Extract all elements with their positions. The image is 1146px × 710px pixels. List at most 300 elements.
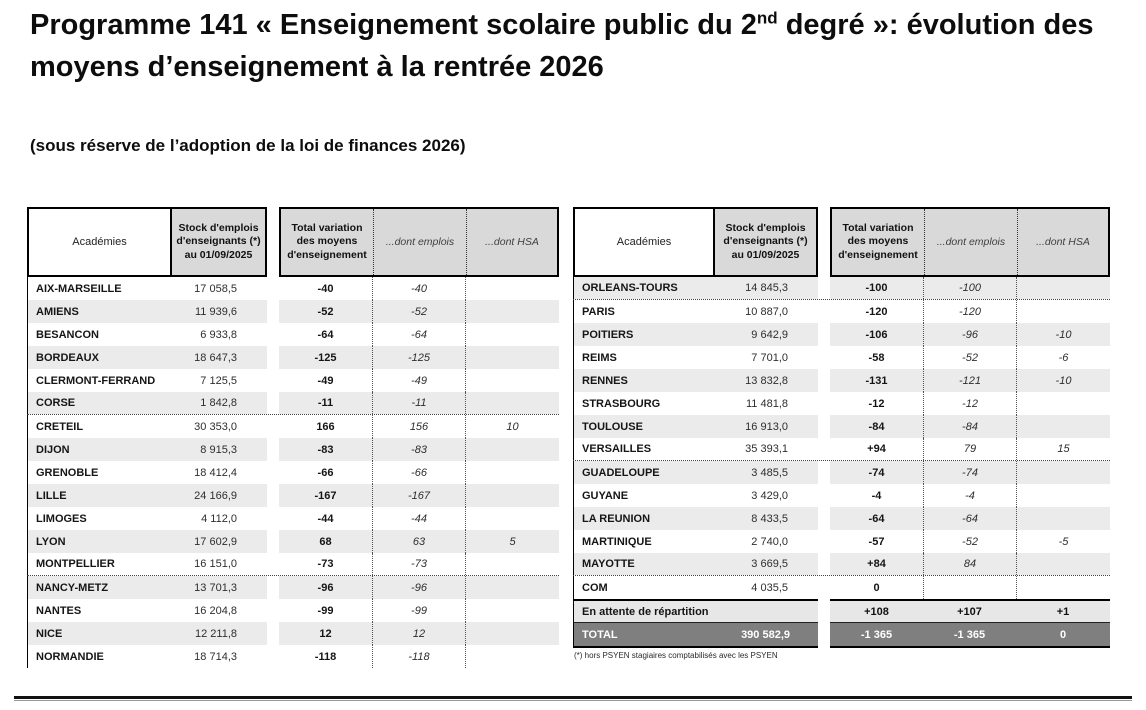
academy-name-cell: NANCY-METZ xyxy=(36,581,109,594)
pending-allocation-label: En attente de répartition xyxy=(573,599,818,623)
dont-hsa-cell: 5 xyxy=(465,530,559,553)
table-row xyxy=(573,530,1110,553)
dont-emplois-cell: -120 xyxy=(923,300,1016,323)
dont-hsa-cell: -5 xyxy=(1016,530,1110,553)
pending-total-variation-cell: +108 xyxy=(864,605,889,618)
table-row xyxy=(573,300,1110,323)
table-block-gap xyxy=(818,484,830,507)
row-block-1 xyxy=(573,438,818,460)
stock-cell: 24 166,9 xyxy=(194,489,237,502)
dont-hsa-cell xyxy=(465,438,559,461)
dont-hsa-cell xyxy=(465,461,559,484)
stock-cell: 8 915,3 xyxy=(200,443,237,456)
row-block-1 xyxy=(573,415,818,438)
total-dont-emplois-cell: -1 365 xyxy=(953,628,986,641)
academy-name-cell: BORDEAUX xyxy=(36,351,99,364)
table-row xyxy=(573,484,1110,507)
pending-allocation-values xyxy=(830,599,1110,623)
table-row xyxy=(27,369,559,392)
dont-hsa-cell xyxy=(465,622,559,645)
total-variation-cell: -118 xyxy=(314,650,337,663)
right-header-block-1 xyxy=(573,207,818,277)
right-table-header-row xyxy=(573,207,1110,277)
row-block-1 xyxy=(27,277,267,300)
table-block-gap xyxy=(267,346,279,369)
total-variation-cell: -57 xyxy=(868,535,885,548)
dont-hsa-cell xyxy=(465,484,559,507)
dont-hsa-cell xyxy=(1016,392,1110,415)
academy-name-cell: GUADELOUPE xyxy=(582,466,660,479)
bottom-rule-light-line xyxy=(14,700,1132,701)
table-row xyxy=(27,645,559,668)
stock-cell: 14 845,3 xyxy=(745,282,788,294)
academy-name-cell: ORLEANS-TOURS xyxy=(582,282,678,294)
page-title-text-2: degré »: évolution des moyens d’enseignement à la rentrée 2026 xyxy=(30,9,1094,83)
row-block-2 xyxy=(830,461,1110,484)
dont-hsa-cell xyxy=(465,300,559,323)
stock-cell: 3 669,5 xyxy=(751,558,788,570)
table-row xyxy=(27,438,559,461)
table-row xyxy=(27,461,559,484)
row-block-2 xyxy=(279,277,559,300)
stock-cell: 30 353,0 xyxy=(194,420,237,433)
row-block-1 xyxy=(27,369,267,392)
dont-emplois-cell: -49 xyxy=(372,369,465,392)
total-stock-cell: 390 582,9 xyxy=(741,628,790,641)
row-block-1 xyxy=(573,323,818,346)
total-variation-cell: -100 xyxy=(865,282,888,294)
stock-column-header: Stock d'emplois d'enseignants (*) au 01/09/2025 xyxy=(172,209,265,275)
table-block-gap xyxy=(267,369,279,392)
total-variation-cell: -11 xyxy=(317,397,334,409)
dont-emplois-cell: 12 xyxy=(372,622,465,645)
total-variation-cell: -12 xyxy=(868,397,885,410)
table-block-gap xyxy=(818,277,830,299)
total-variation-cell: -52 xyxy=(317,305,334,318)
row-block-1 xyxy=(27,599,267,622)
total-variation-cell: -44 xyxy=(317,512,334,525)
row-block-2 xyxy=(279,415,559,438)
table-block-gap xyxy=(818,507,830,530)
stock-cell: 11 481,8 xyxy=(745,397,788,410)
total-label-and-stock xyxy=(573,623,818,648)
dont-emplois-cell: -96 xyxy=(372,576,465,599)
table-block-gap xyxy=(818,369,830,392)
row-block-2 xyxy=(279,645,559,668)
academy-name-cell: LILLE xyxy=(36,489,67,502)
row-block-2 xyxy=(830,576,1110,599)
dont-emplois-cell: -96 xyxy=(923,323,1016,346)
dont-emplois-cell: -40 xyxy=(372,277,465,300)
dont-emplois-cell: -100 xyxy=(923,277,1016,299)
table-block-gap xyxy=(267,392,279,414)
total-variation-cell: -58 xyxy=(868,351,885,364)
academy-name-cell: BESANCON xyxy=(36,328,99,341)
table-row xyxy=(27,415,559,438)
dont-hsa-cell xyxy=(465,323,559,346)
table-block-gap xyxy=(267,530,279,553)
stock-cell: 35 393,1 xyxy=(745,443,788,455)
psyen-footnote: (*) hors PSYEN stagiaires comptabilisés avec les PSYEN xyxy=(574,651,778,660)
right-table-body xyxy=(573,277,1110,599)
row-block-2 xyxy=(279,392,559,414)
row-block-1 xyxy=(27,553,267,575)
table-block-gap xyxy=(818,599,830,623)
table-row xyxy=(573,576,1110,599)
row-block-2 xyxy=(830,392,1110,415)
dont-hsa-cell xyxy=(465,507,559,530)
academy-name-cell: CORSE xyxy=(36,397,76,409)
academy-name-cell: AMIENS xyxy=(36,305,79,318)
stock-cell: 13 701,3 xyxy=(194,581,237,594)
table-block-gap xyxy=(818,300,830,323)
row-block-2 xyxy=(279,323,559,346)
row-block-1 xyxy=(573,461,818,484)
stock-cell: 3 429,0 xyxy=(751,489,788,502)
dont-emplois-cell: -99 xyxy=(372,599,465,622)
stock-cell: 9 642,9 xyxy=(751,328,788,341)
row-block-2 xyxy=(279,576,559,599)
academies-column-header: Académies xyxy=(29,209,172,275)
total-variation-cell: -74 xyxy=(868,466,885,479)
academy-name-cell: POITIERS xyxy=(582,328,634,341)
dont-hsa-cell xyxy=(465,599,559,622)
stock-cell: 17 602,9 xyxy=(194,535,237,548)
dont-emplois-column-header: ...dont emplois xyxy=(925,209,1018,275)
stock-cell: 18 714,3 xyxy=(194,650,237,663)
dont-hsa-column-header: ...dont HSA xyxy=(485,236,539,248)
table-block-gap xyxy=(818,576,830,599)
table-row xyxy=(573,369,1110,392)
total-variation-cell: -99 xyxy=(317,604,334,617)
stock-cell: 18 647,3 xyxy=(194,351,237,364)
row-block-2 xyxy=(830,323,1110,346)
row-block-2 xyxy=(830,369,1110,392)
table-row xyxy=(27,323,559,346)
dont-emplois-cell: -74 xyxy=(923,461,1016,484)
academy-name-cell: COM xyxy=(582,581,608,594)
table-row xyxy=(27,300,559,323)
table-block-gap xyxy=(267,507,279,530)
row-block-1 xyxy=(27,484,267,507)
dont-hsa-cell xyxy=(465,369,559,392)
stock-cell: 2 740,0 xyxy=(751,535,788,548)
stock-cell: 17 058,5 xyxy=(194,282,237,295)
table-row xyxy=(27,346,559,369)
stock-cell: 16 151,0 xyxy=(194,558,237,570)
dont-emplois-cell: -44 xyxy=(372,507,465,530)
row-block-1 xyxy=(573,553,818,575)
dont-hsa-cell: 15 xyxy=(1016,438,1110,460)
row-block-1 xyxy=(573,300,818,323)
left-table-body xyxy=(27,277,559,668)
table-row xyxy=(573,392,1110,415)
table-block-gap xyxy=(818,438,830,460)
row-block-2 xyxy=(279,369,559,392)
total-variation-cell: -167 xyxy=(314,489,337,502)
dont-emplois-cell: -64 xyxy=(923,507,1016,530)
dont-hsa-cell xyxy=(465,576,559,599)
stock-column-header: Stock d'emplois d'enseignants (*) au 01/09/2025 xyxy=(715,209,816,275)
left-header-block-2 xyxy=(279,207,559,277)
dont-emplois-cell: -52 xyxy=(923,346,1016,369)
total-variation-cell: -120 xyxy=(865,305,888,318)
total-variation-cell: -83 xyxy=(317,443,334,456)
table-row xyxy=(27,576,559,599)
row-block-1 xyxy=(27,645,267,668)
stock-cell: 10 887,0 xyxy=(745,305,788,318)
stock-cell: 6 933,8 xyxy=(200,328,237,341)
table-block-gap xyxy=(818,346,830,369)
row-block-1 xyxy=(27,346,267,369)
dont-emplois-cell: -125 xyxy=(372,346,465,369)
dont-hsa-cell: -10 xyxy=(1016,369,1110,392)
academy-name-cell: CLERMONT-FERRAND xyxy=(36,374,156,387)
dont-emplois-cell: -121 xyxy=(923,369,1016,392)
total-variation-cell: +94 xyxy=(867,443,886,455)
pending-dont-emplois-cell: +107 xyxy=(957,605,982,618)
table-block-gap xyxy=(267,415,279,438)
dont-hsa-cell xyxy=(465,346,559,369)
total-variation-cell: 68 xyxy=(319,535,332,548)
dont-hsa-cell xyxy=(1016,484,1110,507)
total-variation-column-header: Total variation des moyens d'enseignement xyxy=(281,209,374,275)
table-block-gap xyxy=(818,323,830,346)
dont-hsa-cell xyxy=(465,392,559,414)
dont-hsa-cell xyxy=(1016,553,1110,575)
pending-allocation-row xyxy=(573,599,1110,623)
academy-name-cell: NANTES xyxy=(36,604,82,617)
dont-emplois-cell: -83 xyxy=(372,438,465,461)
dont-hsa-cell: -10 xyxy=(1016,323,1110,346)
row-block-1 xyxy=(27,438,267,461)
table-block-gap xyxy=(267,599,279,622)
stock-cell: 12 211,8 xyxy=(194,627,237,640)
stock-cell: 7 125,5 xyxy=(200,374,237,387)
right-academies-table xyxy=(573,207,1110,660)
total-variation-cell: -73 xyxy=(317,558,334,570)
row-block-1 xyxy=(573,576,818,599)
total-variation-cell: -64 xyxy=(317,328,334,341)
table-row xyxy=(27,277,559,300)
academy-name-cell: RENNES xyxy=(582,374,628,387)
row-block-2 xyxy=(279,461,559,484)
row-block-2 xyxy=(830,277,1110,299)
total-values xyxy=(830,623,1110,648)
total-variation-cell: -49 xyxy=(317,374,334,387)
row-block-2 xyxy=(830,484,1110,507)
table-block-gap xyxy=(818,415,830,438)
dont-emplois-cell: -52 xyxy=(923,530,1016,553)
table-row xyxy=(573,553,1110,576)
total-total-variation-cell: -1 365 xyxy=(860,628,893,641)
row-block-1 xyxy=(27,461,267,484)
stock-cell: 7 701,0 xyxy=(751,351,788,364)
table-row xyxy=(573,323,1110,346)
total-variation-cell: -84 xyxy=(868,420,885,433)
row-block-1 xyxy=(573,346,818,369)
dont-emplois-cell: -118 xyxy=(372,645,465,668)
row-block-1 xyxy=(573,392,818,415)
stock-cell: 1 842,8 xyxy=(200,397,237,409)
dont-emplois-cell: -11 xyxy=(372,392,465,414)
dont-emplois-cell: -167 xyxy=(372,484,465,507)
total-variation-column-header: Total variation des moyens d'enseignement xyxy=(832,209,925,275)
row-block-1 xyxy=(27,300,267,323)
row-block-2 xyxy=(279,507,559,530)
pending-dont-hsa-cell: +1 xyxy=(1056,605,1070,618)
table-row xyxy=(27,553,559,576)
academy-name-cell: VERSAILLES xyxy=(582,443,652,455)
dont-emplois-cell: -52 xyxy=(372,300,465,323)
row-block-2 xyxy=(830,438,1110,460)
row-block-2 xyxy=(279,438,559,461)
dont-emplois-column-header: ...dont emplois xyxy=(374,209,467,275)
table-row xyxy=(573,277,1110,300)
academy-name-cell: DIJON xyxy=(36,443,70,456)
row-block-1 xyxy=(27,530,267,553)
table-row xyxy=(573,346,1110,369)
table-block-gap xyxy=(267,645,279,668)
table-block-gap xyxy=(818,392,830,415)
table-block-gap xyxy=(818,623,830,648)
row-block-1 xyxy=(573,277,818,299)
dont-hsa-cell xyxy=(465,553,559,575)
table-block-gap xyxy=(267,622,279,645)
page-subtitle: (sous réserve de l’adoption de la loi de finances 2026) xyxy=(30,136,466,155)
total-variation-cell: 12 xyxy=(319,627,332,640)
page-title xyxy=(30,4,1115,88)
academy-name-cell: GUYANE xyxy=(582,489,629,502)
table-block-gap xyxy=(818,553,830,575)
total-variation-cell: -106 xyxy=(865,328,888,341)
row-block-2 xyxy=(279,530,559,553)
table-block-gap xyxy=(267,438,279,461)
academy-name-cell: LA REUNION xyxy=(582,512,651,525)
row-block-2 xyxy=(279,622,559,645)
table-row xyxy=(573,438,1110,461)
total-row xyxy=(573,623,1110,648)
dont-emplois-cell: 84 xyxy=(923,553,1016,575)
academy-name-cell: STRASBOURG xyxy=(582,397,661,410)
table-block-gap xyxy=(818,207,830,277)
row-block-2 xyxy=(279,599,559,622)
table-row xyxy=(573,415,1110,438)
academy-name-cell: AIX-MARSEILLE xyxy=(36,282,122,295)
table-block-gap xyxy=(267,300,279,323)
dont-hsa-cell: 10 xyxy=(465,415,559,438)
total-variation-cell: -125 xyxy=(314,351,337,364)
dont-hsa-cell xyxy=(1016,507,1110,530)
table-row xyxy=(27,484,559,507)
academy-name-cell: MONTPELLIER xyxy=(36,558,115,570)
row-block-1 xyxy=(27,415,267,438)
row-block-1 xyxy=(27,622,267,645)
table-row xyxy=(27,530,559,553)
academy-name-cell: REIMS xyxy=(582,351,617,364)
dont-emplois-cell: 156 xyxy=(372,415,465,438)
table-block-gap xyxy=(267,461,279,484)
academy-name-cell: GRENOBLE xyxy=(36,466,99,479)
stock-cell: 4 112,0 xyxy=(201,512,237,525)
total-variation-cell: +84 xyxy=(867,558,886,570)
bottom-rule xyxy=(14,696,1132,701)
row-block-2 xyxy=(830,507,1110,530)
row-block-2 xyxy=(830,415,1110,438)
academy-name-cell: CRETEIL xyxy=(36,420,84,433)
table-block-gap xyxy=(818,530,830,553)
dont-emplois-cell: -84 xyxy=(923,415,1016,438)
dont-hsa-cell xyxy=(1016,461,1110,484)
stock-cell: 3 485,5 xyxy=(751,466,788,479)
academy-name-cell: NICE xyxy=(36,627,63,640)
dont-emplois-cell: -73 xyxy=(372,553,465,575)
stock-cell: 8 433,5 xyxy=(751,512,788,525)
row-block-1 xyxy=(573,484,818,507)
dont-hsa-cell xyxy=(1016,277,1110,299)
dont-emplois-cell: -12 xyxy=(923,392,1016,415)
table-row xyxy=(27,599,559,622)
table-block-gap xyxy=(818,461,830,484)
total-variation-cell: -40 xyxy=(317,282,334,295)
row-block-2 xyxy=(830,530,1110,553)
table-block-gap xyxy=(267,553,279,575)
total-variation-cell: -4 xyxy=(871,489,882,502)
total-dont-hsa-cell: 0 xyxy=(1059,628,1067,641)
row-block-1 xyxy=(573,369,818,392)
right-header-block-2 xyxy=(830,207,1110,277)
academy-name-cell: MAYOTTE xyxy=(582,558,635,570)
stock-cell: 11 939,6 xyxy=(194,305,237,318)
dont-hsa-cell xyxy=(465,277,559,300)
left-header-block-1 xyxy=(27,207,267,277)
table-row xyxy=(27,507,559,530)
dont-hsa-cell xyxy=(1016,300,1110,323)
row-block-2 xyxy=(279,553,559,575)
total-variation-cell: 166 xyxy=(316,420,335,433)
dont-hsa-cell xyxy=(1016,415,1110,438)
table-row xyxy=(573,507,1110,530)
left-academies-table xyxy=(27,207,559,668)
dont-hsa-column-header: ...dont HSA xyxy=(1036,236,1090,248)
left-table-header-row xyxy=(27,207,559,277)
dont-emplois-cell: -64 xyxy=(372,323,465,346)
page-title-superscript: nd xyxy=(756,8,778,28)
table-block-gap xyxy=(267,207,279,277)
academy-name-cell: LYON xyxy=(36,535,66,548)
row-block-2 xyxy=(279,484,559,507)
academy-name-cell: TOULOUSE xyxy=(582,420,643,433)
total-variation-cell: -96 xyxy=(317,581,334,594)
dont-emplois-cell xyxy=(923,576,1016,599)
total-variation-cell: -66 xyxy=(317,466,334,479)
academies-column-header: Académies xyxy=(575,209,715,275)
row-block-1 xyxy=(27,576,267,599)
stock-cell: 4 035,5 xyxy=(751,581,788,594)
row-block-1 xyxy=(27,392,267,414)
row-block-2 xyxy=(830,346,1110,369)
row-block-1 xyxy=(27,323,267,346)
total-variation-cell: -64 xyxy=(868,512,885,525)
dont-hsa-cell xyxy=(1016,576,1110,599)
total-variation-cell: 0 xyxy=(873,581,880,594)
stock-cell: 18 412,4 xyxy=(194,466,237,479)
academy-name-cell: PARIS xyxy=(582,305,615,318)
total-label: TOTAL xyxy=(582,628,618,641)
academy-name-cell: NORMANDIE xyxy=(36,650,104,663)
academy-name-cell: LIMOGES xyxy=(36,512,87,525)
dont-hsa-cell xyxy=(465,645,559,668)
